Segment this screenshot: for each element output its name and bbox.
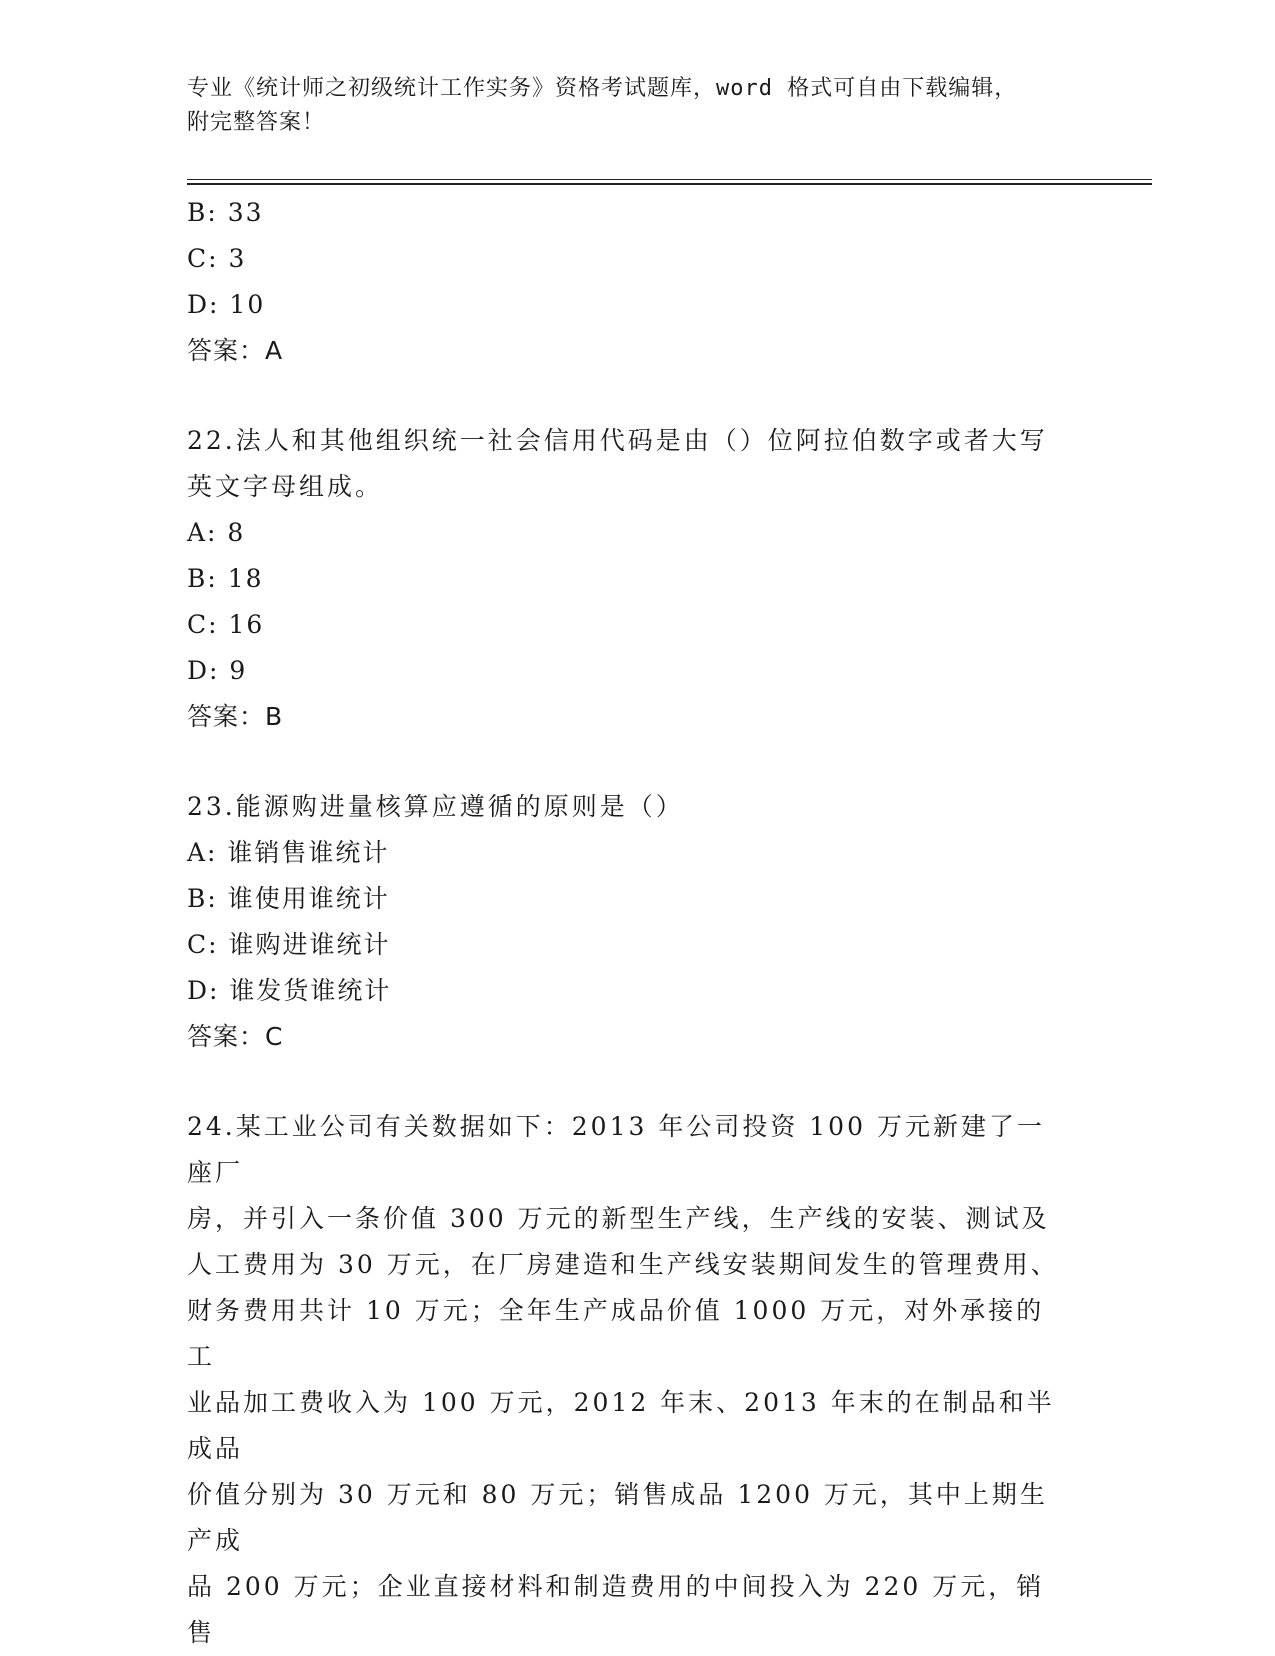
header-line-1: 专业《统计师之初级统计工作实务》资格考试题库，word 格式可自由下载编辑，: [187, 76, 1018, 101]
question-text-line: 房，并引入一条价值 300 万元的新型生产线，生产线的安装、测试及: [187, 1204, 1050, 1233]
answer-label: 答案：C: [187, 1022, 284, 1051]
option-c: C: 谁购进谁统计: [187, 930, 391, 959]
option-d: D: 10: [187, 290, 266, 319]
question-23: [187, 784, 1087, 1060]
question-text-line: 人工费用为 30 万元，在厂房建造和生产线安装期间发生的管理费用、: [187, 1250, 1059, 1279]
prev-question: [187, 190, 1087, 374]
spacer: [187, 740, 1087, 784]
answer-label: 答案：A: [187, 336, 284, 365]
question-text-line: 24.某工业公司有关数据如下：2013 年公司投资 100 万元新建了一座厂: [187, 1112, 1045, 1187]
spacer: [187, 1060, 1087, 1104]
question-text-line: 23.能源购进量核算应遵循的原则是（）: [187, 792, 684, 821]
spacer: [187, 374, 1087, 418]
option-c: C: 16: [187, 610, 265, 639]
question-text-line: 英文字母组成。: [187, 472, 384, 501]
header-divider-thick: [187, 183, 1152, 185]
answer-label: 答案：B: [187, 702, 284, 731]
option-a: A: 8: [187, 518, 246, 547]
document-header: [187, 72, 1067, 140]
document-content: [187, 190, 1087, 1656]
question-text-line: 财务费用共计 10 万元；全年生产成品价值 1000 万元，对外承接的工: [187, 1296, 1045, 1371]
header-line-2: 附完整答案！: [187, 110, 326, 135]
question-text-line: 业品加工费收入为 100 万元，2012 年末、2013 年末的在制品和半成品: [187, 1388, 1055, 1463]
option-d: D: 9: [187, 656, 248, 685]
question-22: [187, 418, 1087, 740]
header-divider-thin: [187, 179, 1152, 180]
question-24: [187, 1104, 1087, 1656]
question-text-line: 22.法人和其他组织统一社会信用代码是由（）位阿拉伯数字或者大写: [187, 426, 1048, 455]
option-a: A: 谁销售谁统计: [187, 838, 390, 867]
option-c: C: 3: [187, 244, 247, 273]
question-text-line: 价值分别为 30 万元和 80 万元；销售成品 1200 万元，其中上期生产成: [187, 1480, 1048, 1555]
option-b: B: 33: [187, 198, 264, 227]
option-d: D: 谁发货谁统计: [187, 976, 392, 1005]
option-b: B: 谁使用谁统计: [187, 884, 390, 913]
option-b: B: 18: [187, 564, 264, 593]
question-text-line: 品 200 万元；企业直接材料和制造费用的中间投入为 220 万元，销售: [187, 1572, 1045, 1647]
